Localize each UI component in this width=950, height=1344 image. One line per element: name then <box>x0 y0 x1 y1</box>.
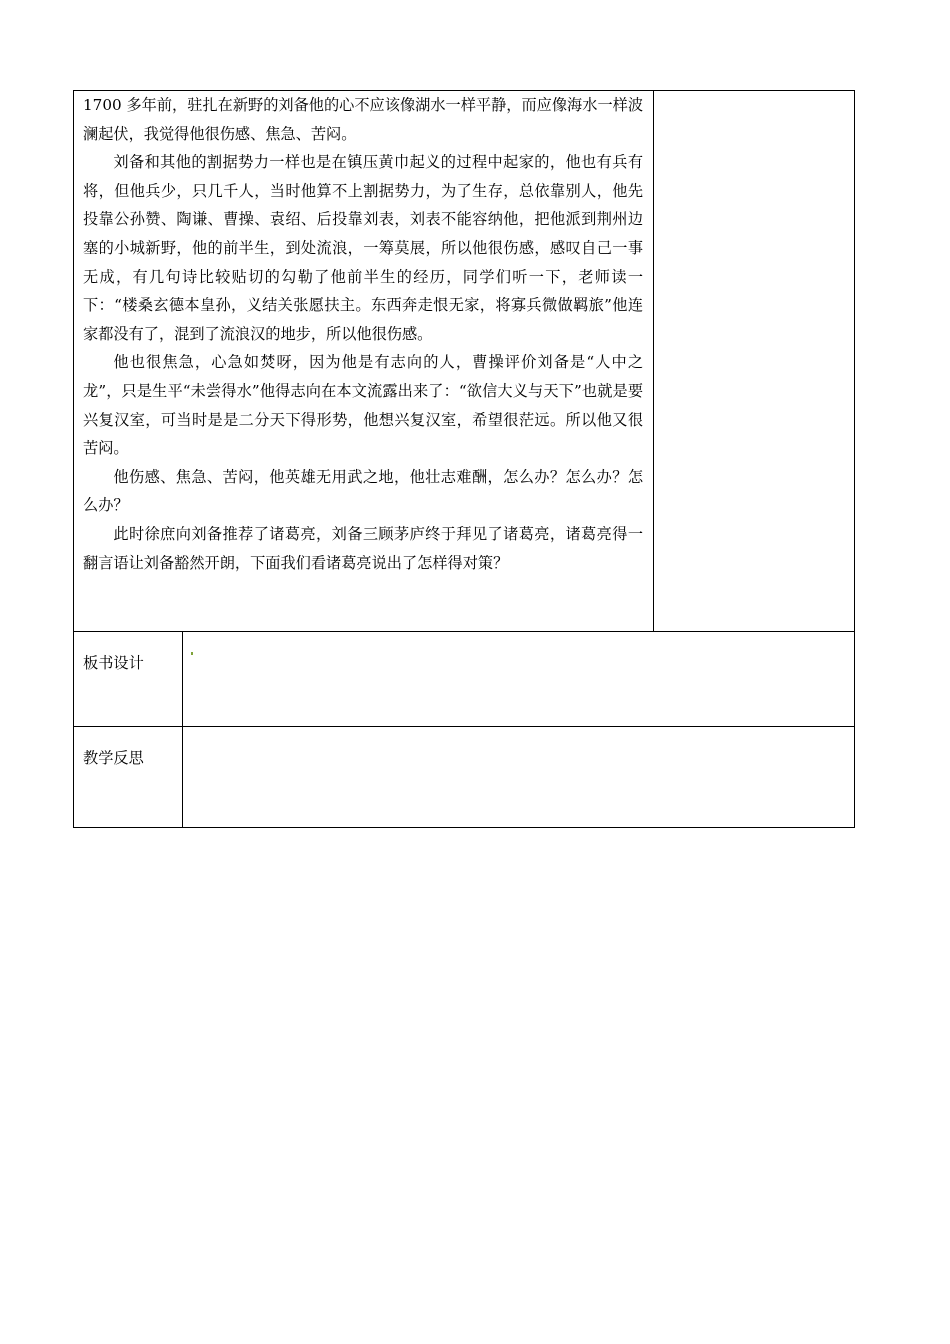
board-design-cell <box>183 632 855 727</box>
teaching-text <box>74 91 653 577</box>
teaching-reflection-cell <box>183 727 855 828</box>
paragraph-anxiety: 他也很焦急，心急如焚呀，因为他是有志向的人，曹操评价刘备是“人中之龙”，只是生平“未尝得水”他得志向在本文流露出来了：“欲信大义与天下”也就是要兴复汉室，可当时是是二分天下得形势，他想兴复汉室，希望很茫远。所以他又很苦闷。 <box>83 353 644 458</box>
teaching-content-row <box>74 91 855 632</box>
lesson-plan-table <box>73 90 855 828</box>
paragraph-question: 他伤感、焦急、苦闷，他英雄无用武之地，他壮志难酬，怎么办？怎么办？怎么办？ <box>83 467 644 515</box>
teaching-reflection-label: 教学反思 <box>74 727 183 828</box>
board-design-label: 板书设计 <box>74 632 183 727</box>
paragraph-sorrow: 刘备和其他的割据势力一样也是在镇压黄巾起义的过程中起家的，他也有兵有将，但他兵少，只几千人，当时他算不上割据势力，为了生存，总依靠别人，他先投靠公孙赞、陶谦、曹操、袁绍、后投靠刘表，刘表不能容纳他，把他派到荆州边塞的小城新野，他的前半生，到处流浪，一筹莫展，所以他很伤感，感叹自己一事无成，有几句诗比较贴切的勾勒了他前半生的经历，同学们听一下，老师读一下：“楼桑玄德本皇孙，义结关张愿扶主。东西奔走恨无家，将寡兵微做羁旅”他连家都没有了，混到了流浪汉的地步，所以他很伤感。 <box>83 153 644 343</box>
teaching-reflection-row <box>74 727 855 828</box>
notes-cell <box>654 91 855 632</box>
board-design-row <box>74 632 855 727</box>
teaching-content-cell <box>74 91 654 632</box>
paragraph-zhuge-liang: 此时徐庶向刘备推荐了诸葛亮，刘备三顾茅庐终于拜见了诸葛亮，诸葛亮得一翻言语让刘备豁然开朗，下面我们看诸葛亮说出了怎样得对策？ <box>83 524 644 572</box>
board-mark <box>191 652 193 655</box>
paragraph-intro: 1700 多年前，驻扎在新野的刘备他的心不应该像湖水一样平静，而应像海水一样波澜起伏，我觉得他很伤感、焦急、苦闷。 <box>83 96 644 143</box>
